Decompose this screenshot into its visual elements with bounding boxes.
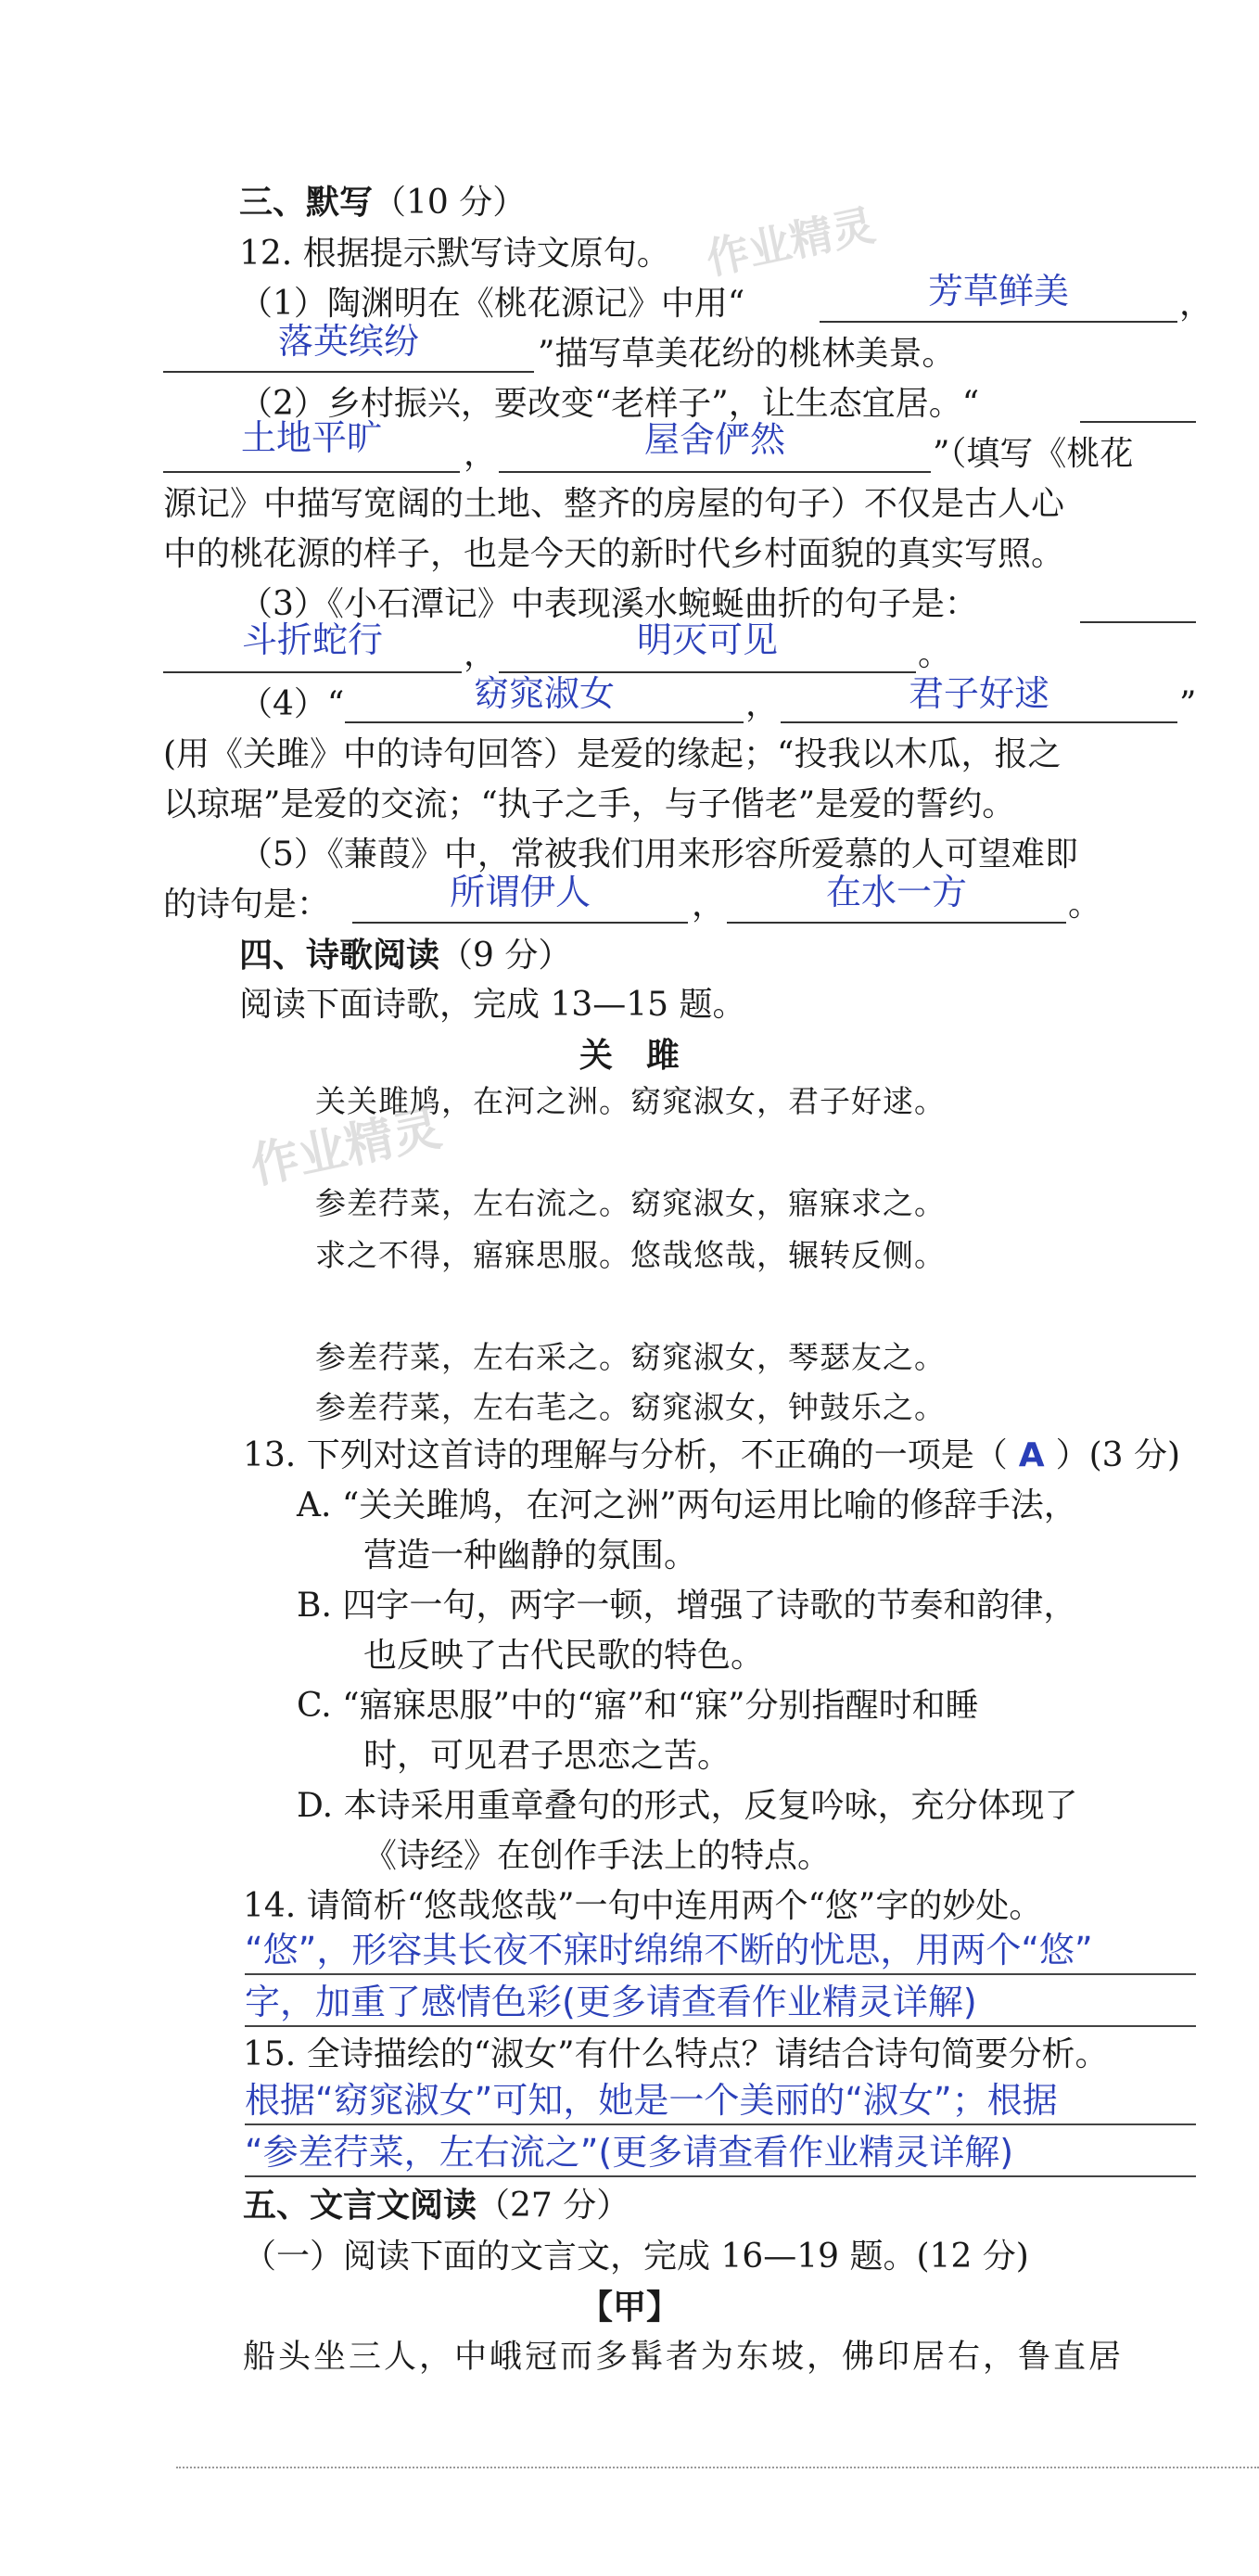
question-15: 15. 全诗描绘的“淑女”有什么特点？请结合诗句简要分析。 xyxy=(243,2035,1109,2073)
option-a-cont: 营造一种幽静的氛围。 xyxy=(363,1537,698,1575)
item-1-text: （1）陶渊明在《桃花源记》中用“ xyxy=(239,285,745,323)
poem-line: 求之不得，寤寐思服。悠哉悠哉，辗转反侧。 xyxy=(315,1237,946,1273)
watermark: 作业精灵 xyxy=(702,199,880,285)
item-2-text-cont: ”（填写《桃花 xyxy=(933,435,1134,473)
answer-blank xyxy=(820,321,1177,323)
punctuation: ， xyxy=(745,685,780,723)
item-4-text: （4）“ xyxy=(239,685,345,723)
answer-4b: 君子好逑 xyxy=(908,673,1049,714)
reading-intro: 阅读下面诗歌，完成 13—15 题。 xyxy=(239,986,746,1024)
answer-blank xyxy=(1080,621,1196,623)
option-b: B. 四字一句，两字一顿，增强了诗歌的节奏和韵律， xyxy=(297,1587,1077,1625)
answer-4a: 窈窕淑女 xyxy=(473,673,615,714)
question-12: 12. 根据提示默写诗文原句。 xyxy=(239,235,670,273)
answer-blank xyxy=(499,471,931,473)
section-heading: 五、文言文阅读（27 分） xyxy=(243,2186,630,2225)
item-5-text: （5）《蒹葭》中，常被我们用来形容所爱慕的人可望难即 xyxy=(239,835,1078,874)
answer-blank xyxy=(727,922,1066,924)
punctuation: ， xyxy=(464,435,498,473)
punctuation: ， xyxy=(692,886,726,924)
section-heading: 四、诗歌阅读（9 分） xyxy=(239,936,572,975)
answer-14-line1: “悠”，形容其长夜不寐时绵绵不断的忧思，用两个“悠” xyxy=(245,1930,1093,1970)
question-13: 13. 下列对这首诗的理解与分析，不正确的一项是（ A ）(3 分) xyxy=(243,1436,1181,1474)
answer-2a: 土地平旷 xyxy=(240,417,382,458)
answer-blank xyxy=(163,371,534,373)
answer-3a: 斗折蛇行 xyxy=(241,619,383,660)
answer-3b: 明灭可见 xyxy=(636,619,778,660)
punctuation: ， xyxy=(464,635,498,673)
answer-blank xyxy=(781,721,1177,723)
passage-title: 【甲】 xyxy=(579,2288,680,2327)
answer-5b: 在水一方 xyxy=(825,872,967,912)
option-d-cont: 《诗经》在创作手法上的特点。 xyxy=(363,1837,832,1875)
item-3-text: （3）《小石潭记》中表现溪水蜿蜒曲折的句子是： xyxy=(239,585,978,623)
option-a: A. “关关雎鸠，在河之洲”两句运用比喻的修辞手法， xyxy=(297,1486,1077,1524)
punctuation: 。 xyxy=(1068,886,1102,924)
poem-line: 参差荇菜，左右芼之。窈窕淑女，钟鼓乐之。 xyxy=(315,1389,946,1425)
question-14: 14. 请简析“悠哉悠哉”一句中连用两个“悠”字的妙处。 xyxy=(243,1887,1043,1925)
item-4-text-cont: (用《关雎》中的诗句回答）是爱的缘起；“投我以木瓜，报之 xyxy=(163,735,1062,773)
poem-line: 参差荇菜，左右采之。窈窕淑女，琴瑟友之。 xyxy=(315,1339,946,1375)
answer-5a: 所谓伊人 xyxy=(449,872,591,912)
answer-line xyxy=(245,2025,1196,2027)
item-1-text-cont: ”描写草美花纷的桃林美景。 xyxy=(538,335,956,373)
item-4-text-cont: 以琼琚”是爱的交流；“执子之手，与子偕老”是爱的誓约。 xyxy=(163,785,1016,823)
answer-blank xyxy=(163,471,460,473)
answer-15-line1: 根据“窈窕淑女”可知，她是一个美丽的“淑女”；根据 xyxy=(245,2080,1058,2121)
page-divider xyxy=(176,2467,1259,2468)
punctuation: 。 xyxy=(918,635,952,673)
item-2-text-cont: 中的桃花源的样子，也是今天的新时代乡村面貌的真实写照。 xyxy=(163,535,1065,573)
answer-13: A xyxy=(1018,1436,1045,1474)
punctuation: ” xyxy=(1179,685,1197,723)
option-b-cont: 也反映了古代民歌的特色。 xyxy=(363,1637,765,1675)
option-d: D. 本诗采用重章叠句的形式，反复吟咏，充分体现了 xyxy=(297,1787,1078,1825)
item-2-text-cont: 源记》中描写宽阔的土地、整齐的房屋的句子）不仅是古人心 xyxy=(163,485,1065,523)
poem-title: 关 雎 xyxy=(579,1036,680,1075)
answer-line xyxy=(245,1973,1196,1975)
watermark: 作业精灵 xyxy=(246,1100,447,1195)
section-heading: 三、默写（10 分） xyxy=(239,183,527,222)
item-2-text: （2）乡村振兴，要改变“老样子”，让生态宜居。“ xyxy=(239,385,980,423)
reading-intro: （一）阅读下面的文言文，完成 16—19 题。(12 分) xyxy=(243,2238,1029,2276)
answer-blank xyxy=(352,922,688,924)
answer-blank xyxy=(1080,421,1196,423)
answer-15-line2: “参差荇菜，左右流之”(更多请查看作业精灵详解) xyxy=(245,2132,1014,2173)
answer-14-line2: 字，加重了感情色彩(更多请查看作业精灵详解) xyxy=(245,1982,977,2022)
poem-line: 关关雎鸠，在河之洲。窈窕淑女，君子好逑。 xyxy=(315,1083,946,1119)
answer-line xyxy=(245,2175,1196,2177)
punctuation: ， xyxy=(1179,285,1214,323)
answer-1b: 落英缤纷 xyxy=(277,321,419,362)
option-c: C. “寤寐思服”中的“寤”和“寐”分别指醒时和睡 xyxy=(297,1687,979,1725)
option-c-cont: 时，可见君子思恋之苦。 xyxy=(363,1737,731,1775)
answer-blank xyxy=(345,721,744,723)
answer-2b: 屋舍俨然 xyxy=(643,419,785,460)
answer-line xyxy=(245,2123,1196,2125)
poem-line: 参差荇菜，左右流之。窈窕淑女，寤寐求之。 xyxy=(315,1185,946,1221)
passage-text: 船头坐三人，中峨冠而多髯者为东坡，佛印居右，鲁直居 xyxy=(243,2339,1125,2376)
item-5-text-cont: 的诗句是： xyxy=(163,886,331,924)
answer-1a: 芳草鲜美 xyxy=(927,271,1069,312)
